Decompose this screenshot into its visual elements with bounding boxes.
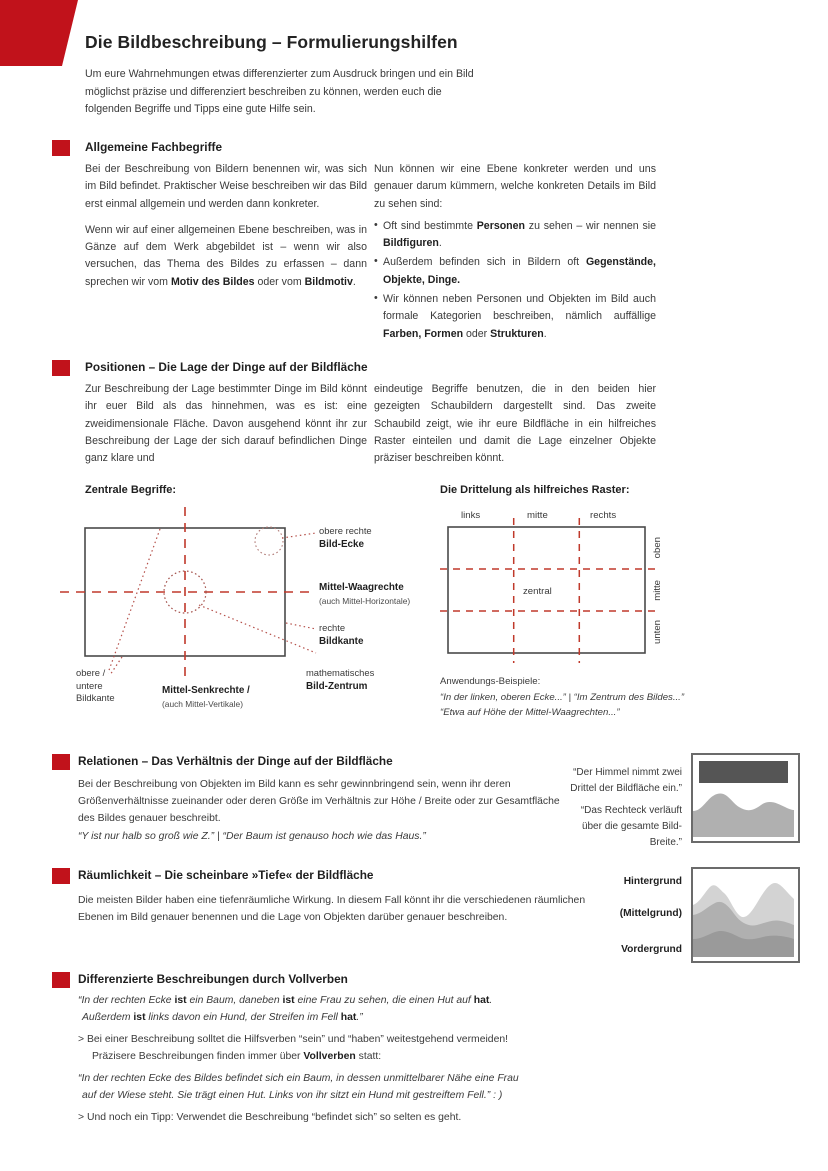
label-line: untere — [76, 679, 103, 691]
label-mittel-senkrechte — [162, 684, 250, 710]
label-line: obere / — [76, 667, 106, 678]
section-marker-raeumlichkeit — [52, 868, 70, 884]
raeumlichkeit-illustration — [691, 867, 800, 963]
vollverben-quote-1-line-1 — [78, 992, 718, 1009]
list-item: • Oft sind bestimmte Personen zu sehen – wir nennen sie Bildfiguren. — [374, 218, 656, 253]
depth-label-vordergrund: Vordergrund — [621, 944, 682, 955]
bild-ecke-circle — [255, 527, 283, 555]
quote-text: links davon ein Hund, der Streifen im Fell — [145, 1012, 341, 1023]
allgemeine-paragraph-2: Wenn wir auf einer allgemeinen Ebene beschreiben, was in Gänze auf dem Werk abgebildet ist – wenn wir also versuchen, das Thema des Bildes zu erfassen – dann sprechen wir vom Motiv des Bildes oder vom Bildmotiv. — [85, 223, 367, 288]
section-marker-positionen — [52, 360, 70, 376]
raster-label-links: links — [461, 510, 481, 521]
label-line: mathematisches — [306, 667, 375, 678]
raster-label-mitte-side: mitte — [652, 580, 663, 601]
positionen-left-text: Zur Beschreibung der Lage bestimmter Dinge im Bild könnt ihr euer Bild als das hinnehmen, was es ist: eine zweidimensionale Fläche. Davon ausgehend könnt ihr zur Beschreibung der Lage der sich darauf befindlichen Dinge ganz klare und — [85, 383, 367, 465]
label-line-bold: Bild-Zentrum — [306, 680, 368, 692]
quote-text: Außerdem — [82, 1012, 134, 1023]
vollverben-tip-1-line-1: > Bei einer Beschreibung solltet die Hilfsverben “sein” und “haben” weitestgehend vermeiden! — [78, 1034, 509, 1045]
label-line: obere rechte — [319, 525, 372, 536]
relationen-side-quotes — [560, 765, 682, 851]
allgemeine-right-column — [374, 161, 656, 345]
relationen-illustration — [691, 753, 800, 843]
quote-text: .” — [356, 1012, 363, 1023]
relationen-text: Bei der Beschreibung von Objekten im Bild kann es sehr gewinnbringend sein, wenn ihr deren Größenverhältnisse zueinander oder deren Größe im Verhältnis zur Höhe / Breite oder zur Gesamtfläche des Bildes genauer beschreibt. — [78, 779, 560, 824]
diagram-caption-zentrale-begriffe: Zentrale Begriffe: — [85, 484, 177, 496]
label-line-bold: Mittel-Senkrechte / — [162, 685, 250, 696]
page-title: Die Bildbeschreibung – Formulierungshilfen — [85, 32, 458, 52]
label-line-bold: Bildkante — [319, 635, 364, 647]
section-marker-allgemeine — [52, 140, 70, 156]
raster-label-unten: unten — [652, 620, 663, 645]
label-mathematisches-bild-zentrum — [306, 667, 374, 693]
label-line-sub: (auch Mittel-Horizontale) — [319, 595, 411, 606]
tip-bold: Vollverben — [303, 1051, 356, 1062]
quote-bold: ist — [133, 1012, 146, 1023]
raster-label-oben: oben — [652, 537, 663, 559]
list-item: • Wir können neben Personen und Objekten im Bild auch formale Kategorien beschreiben, nämlich auffällige Farben, Formen oder Strukturen. — [374, 291, 656, 343]
section-heading-positionen: Positionen – Die Lage der Dinge auf der Bildfläche — [85, 360, 368, 374]
section-heading-vollverben: Differenzierte Beschreibungen durch Vollverben — [78, 972, 348, 986]
relationen-quote: “Y ist nur halb so groß wie Z.” | “Der Baum ist genauso hoch wie das Haus.” — [78, 831, 426, 842]
positionen-right-text: eindeutige Begriffe benutzen, die in den beiden hier gezeigten Schaubildern dargestellt sind. Das zweite Schaubild zeigt, wie ihr eure Bildfläche in ein hilfreiches Raster einteilen und damit die Lage einzelner Objekte präziser beschreiben könnt. — [374, 383, 656, 465]
positionen-left-column — [85, 381, 367, 467]
example-line-1: “In der linken, oberen Ecke...” | “Im Zentrum des Bildes...” — [440, 691, 685, 703]
label-obere-untere-bildkante — [76, 667, 115, 705]
quote-bold: ist — [282, 995, 295, 1006]
allgemeine-bullet-list — [374, 218, 656, 343]
label-rechte-bildkante — [319, 622, 363, 648]
quote-text: . — [489, 995, 493, 1006]
diagram-drittelung — [440, 518, 670, 673]
leader-line-obere-bildkante — [108, 529, 160, 673]
quote-bold: ist — [174, 995, 187, 1006]
raeumlichkeit-illustration-svg — [693, 869, 794, 957]
allgemeine-right-intro: Nun können wir eine Ebene konkreter werden und uns genauer darum kümmern, welche konkreten Details im Bild zu sehen sind: — [374, 163, 656, 210]
section-marker-relationen — [52, 754, 70, 770]
leader-line-bild-ecke — [282, 533, 316, 538]
section-heading-relationen: Relationen – Das Verhältnis der Dinge auf der Bildfläche — [78, 754, 393, 768]
side-quote-1: “Der Himmel nimmt zwei Drittel der Bildfläche ein.” — [570, 767, 682, 794]
tip-text: Präzisere Beschreibungen finden immer über — [92, 1051, 304, 1062]
raster-label-mitte-top: mitte — [527, 510, 548, 521]
depth-label-mittelgrund: (Mittelgrund) — [619, 908, 682, 919]
drittelung-svg — [440, 518, 670, 668]
tip-text: statt: — [355, 1051, 382, 1062]
red-corner-flag-decoration — [0, 0, 78, 66]
vollverben-quote-2-line-1: “In der rechten Ecke des Bildes befindet sich ein Baum, in dessen unmittelbarer Nähe eine Frau — [78, 1073, 519, 1084]
allgemeine-paragraph-1: Bei der Beschreibung von Bildern benennen wir, was sich im Bild befindet. Praktischer Weise beschreiben wir das Bild erst einmal allgemein und werden dann konkreter. — [85, 163, 367, 210]
relationen-illustration-svg — [693, 755, 794, 837]
raster-label-rechts: rechts — [590, 510, 617, 521]
label-mittel-waagrechte — [319, 581, 410, 607]
leader-line-bildkante — [286, 623, 316, 629]
vollverben-tip-1-line-2 — [92, 1048, 752, 1065]
label-line: Bildkante — [76, 692, 115, 704]
allgemeine-left-column — [85, 161, 367, 291]
examples-heading: Anwendungs-Beispiele: — [440, 676, 541, 687]
label-line-bold: Bild-Ecke — [319, 538, 365, 550]
label-line-bold: Mittel-Waagrechte — [319, 582, 404, 593]
vollverben-quote-1-line-2 — [82, 1009, 722, 1026]
side-quote-2: “Das Rechteck verläuft über die gesamte Bild-Breite.” — [580, 805, 682, 848]
diagram-caption-drittelung: Die Drittelung als hilfreiches Raster: — [440, 484, 630, 496]
section-heading-raeumlichkeit: Räumlichkeit – Die scheinbare »Tiefe« der Bildfläche — [78, 868, 374, 882]
anwendungs-beispiele — [440, 674, 684, 721]
sky-rectangle — [699, 761, 788, 783]
label-line: rechte — [319, 622, 346, 633]
quote-bold: hat — [473, 995, 490, 1006]
leader-line-bild-zentrum — [199, 605, 316, 653]
depth-label-hintergrund: Hintergrund — [623, 876, 682, 887]
intro-paragraph: Um eure Wahrnehmungen etwas differenzierter zum Ausdruck bringen und ein Bild möglichst präzise und differenziert beschreiben zu können, werden euch die folgenden Begriffe und Tipps eine gute Hilfe sein. — [85, 68, 474, 115]
quote-text: “In der rechten Ecke — [78, 995, 175, 1006]
vollverben-tip-2: > Und noch ein Tipp: Verwendet die Beschreibung “befindet sich” so selten es geht. — [78, 1112, 462, 1123]
positionen-right-column — [374, 381, 656, 467]
vollverben-quote-2-line-2: auf der Wiese steht. Sie trägt einen Hut. Links von ihr sitzt ein Hund mit gestreiftem Fell.” : ) — [82, 1090, 503, 1101]
quote-text: ein Baum, daneben — [186, 995, 283, 1006]
list-item: • Außerdem befinden sich in Bildern oft Gegenstände, Objekte, Dinge. — [374, 254, 656, 289]
raster-label-zentral: zentral — [523, 586, 552, 597]
section-marker-vollverben — [52, 972, 70, 988]
quote-bold: hat — [340, 1012, 357, 1023]
raeumlichkeit-text: Die meisten Bilder haben eine tiefenräumliche Wirkung. In diesem Fall könnt ihr die verschiedenen räumlichen Ebenen im Bild genauer benennen und die Lage von Objekten darüber genauer beschreiben. — [78, 895, 586, 923]
example-line-2: “Etwa auf Höhe der Mittel-Waagrechten...” — [440, 707, 620, 718]
quote-text: eine Frau zu sehen, die einen Hut auf — [294, 995, 474, 1006]
label-line-sub: (auch Mittel-Vertikale) — [162, 698, 243, 709]
section-heading-allgemeine: Allgemeine Fachbegriffe — [85, 140, 223, 154]
label-obere-rechte-bild-ecke — [319, 525, 372, 551]
